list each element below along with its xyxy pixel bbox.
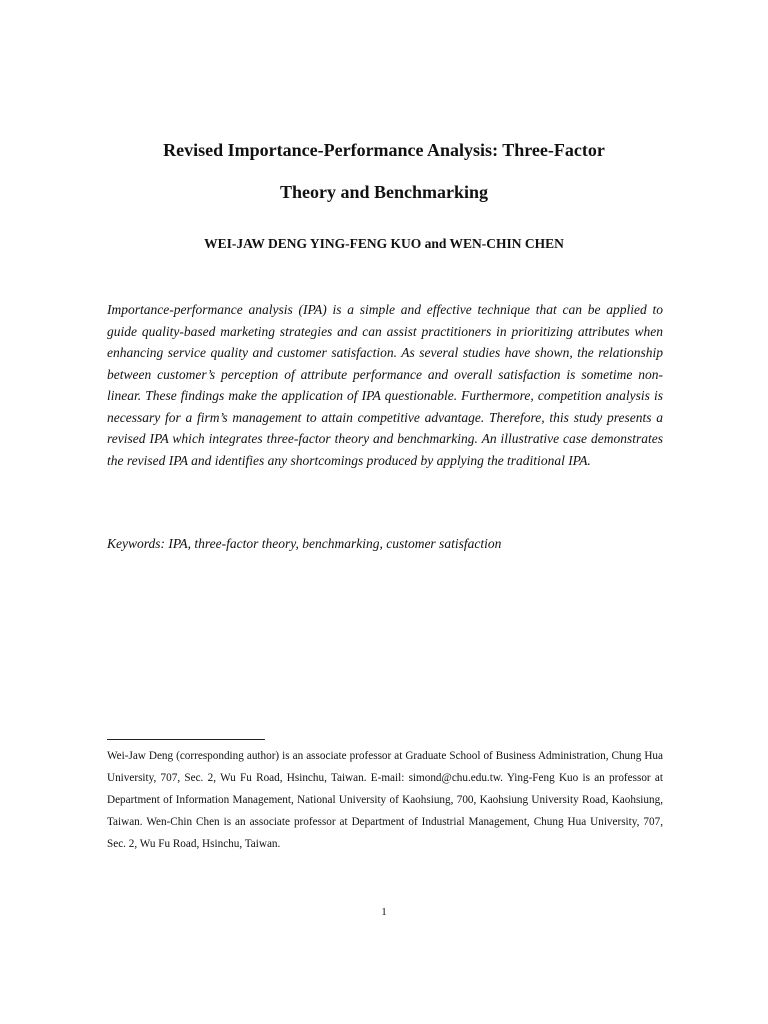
author-footnote: Wei-Jaw Deng (corresponding author) is an associate professor at Graduate School of Business Administration, Chung Hua University, 707, Sec. 2, Wu Fu Road, Hsinchu, Taiwan. E-mail: simond@chu.edu.tw. Ying-Feng Kuo is an professor at Department of Information Management, National University of Kaohsiung, 700, Kaohsiung University Road, Kaohsiung, Taiwan. Wen-Chin Chen is an associate professor at Department of Industrial Management, Chung Hua University, 707, Sec. 2, Wu Fu Road, Hsinchu, Taiwan.: [107, 750, 663, 850]
abstract: Importance-performance analysis (IPA) is a simple and effective technique that can be applied to guide quality-based marketing strategies and can assist practitioners in prioritizing attributes when enhancing service quality and customer satisfaction. As several studies have shown, the relationship between customer’s perception of attribute performance and overall satisfaction is sometime non-linear. These findings make the application of IPA questionable. Furthermore, competition analysis is necessary for a firm’s management to attain competitive advantage. Therefore, this study presents a revised IPA which integrates three-factor theory and benchmarking. An illustrative case demonstrates the revised IPA and identifies any shortcomings produced by applying the traditional IPA.: [107, 302, 663, 468]
keywords: Keywords: IPA, three-factor theory, benchmarking, customer satisfaction: [107, 536, 502, 551]
footnote-divider: [107, 739, 265, 740]
paper-title-line-2: Theory and Benchmarking: [279, 182, 489, 202]
paper-title-line-1: Revised Importance-Performance Analysis: Three-Factor: [163, 140, 605, 160]
page-number: 1: [381, 906, 387, 918]
author-list: WEI-JAW DENG YING-FENG KUO and WEN-CHIN CHEN: [204, 236, 564, 251]
